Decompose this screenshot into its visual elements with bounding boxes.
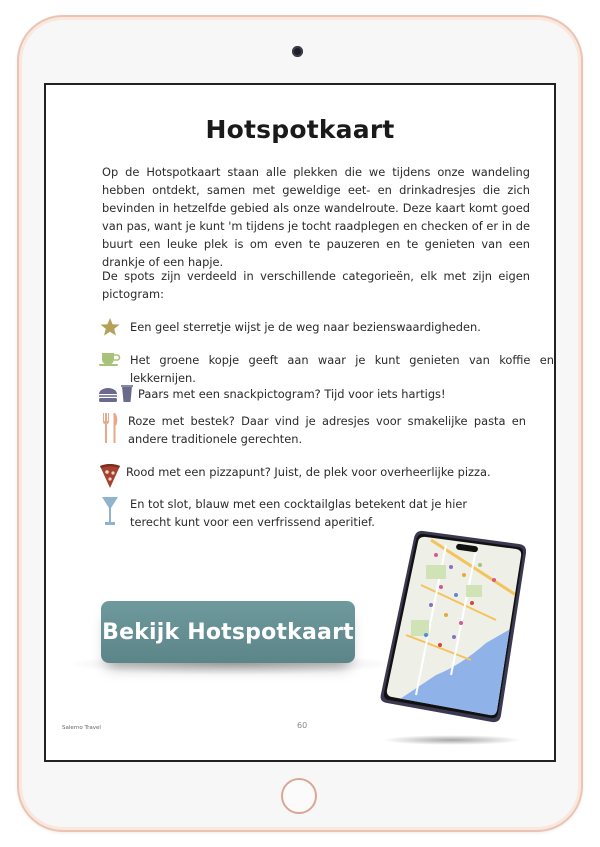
snack-icon [98, 385, 134, 403]
legend-item-coffee [98, 351, 554, 387]
legend-text: Het groene kopje geeft aan waar je kunt genieten van koffie en lekkernijen. [130, 353, 554, 385]
categories-paragraph: De spots zijn verdeeld in verschillende categorieën, elk met zijn eigen pictogram: [102, 269, 530, 301]
legend-text: Roze met bestek? Daar vind je adresjes voor smakelijke pasta en andere traditionele gerechten. [128, 414, 526, 446]
phone-map-illustration [376, 525, 526, 725]
legend-item-pizza [98, 463, 491, 489]
legend-item-snack [98, 385, 446, 403]
legend-item-sights [98, 318, 481, 336]
legend-item-pasta [98, 412, 530, 448]
ebook-page [44, 83, 556, 762]
coffee-cup-icon [98, 351, 122, 367]
legend-text: En tot slot, blauw met een cocktailglas betekent dat je hier terecht kunt voor een verfrissend aperitief. [130, 497, 468, 529]
intro-paragraph: Op de Hotspotkaart staan alle plekken die we tijdens onze wandeling hebben ontdekt, samen met geweldige eet- en drinkadresjes die zich bevinden in hetzelfde gebied als onze wandelroute. Deze kaart komt goed van pas, want je kunt 'm tijdens je tocht raadplegen en checken of er in de buurt een leuke plek is om even te pauzeren en te genieten van een drankje of een hapje. [102, 165, 530, 269]
home-button[interactable] [281, 778, 317, 814]
star-icon [98, 318, 122, 336]
cocktail-glass-icon [98, 495, 122, 527]
page-title: Hotspotkaart [205, 115, 395, 144]
legend-text: Paars met een snackpictogram? Tijd voor iets hartigs! [138, 387, 446, 401]
page-number: 60 [297, 721, 308, 730]
cutlery-icon [98, 412, 122, 444]
pizza-icon [98, 463, 122, 489]
phone-shadow [382, 735, 522, 745]
front-camera [292, 46, 303, 57]
footer-brand: Salerno Travel [62, 725, 101, 731]
legend-text: Rood met een pizzapunt? Juist, de plek voor overheerlijke pizza. [126, 465, 491, 479]
legend-text: Een geel sterretje wijst je de weg naar bezienswaardigheden. [130, 320, 481, 334]
view-hotspot-map-button[interactable]: Bekijk Hotspotkaart [101, 601, 355, 663]
